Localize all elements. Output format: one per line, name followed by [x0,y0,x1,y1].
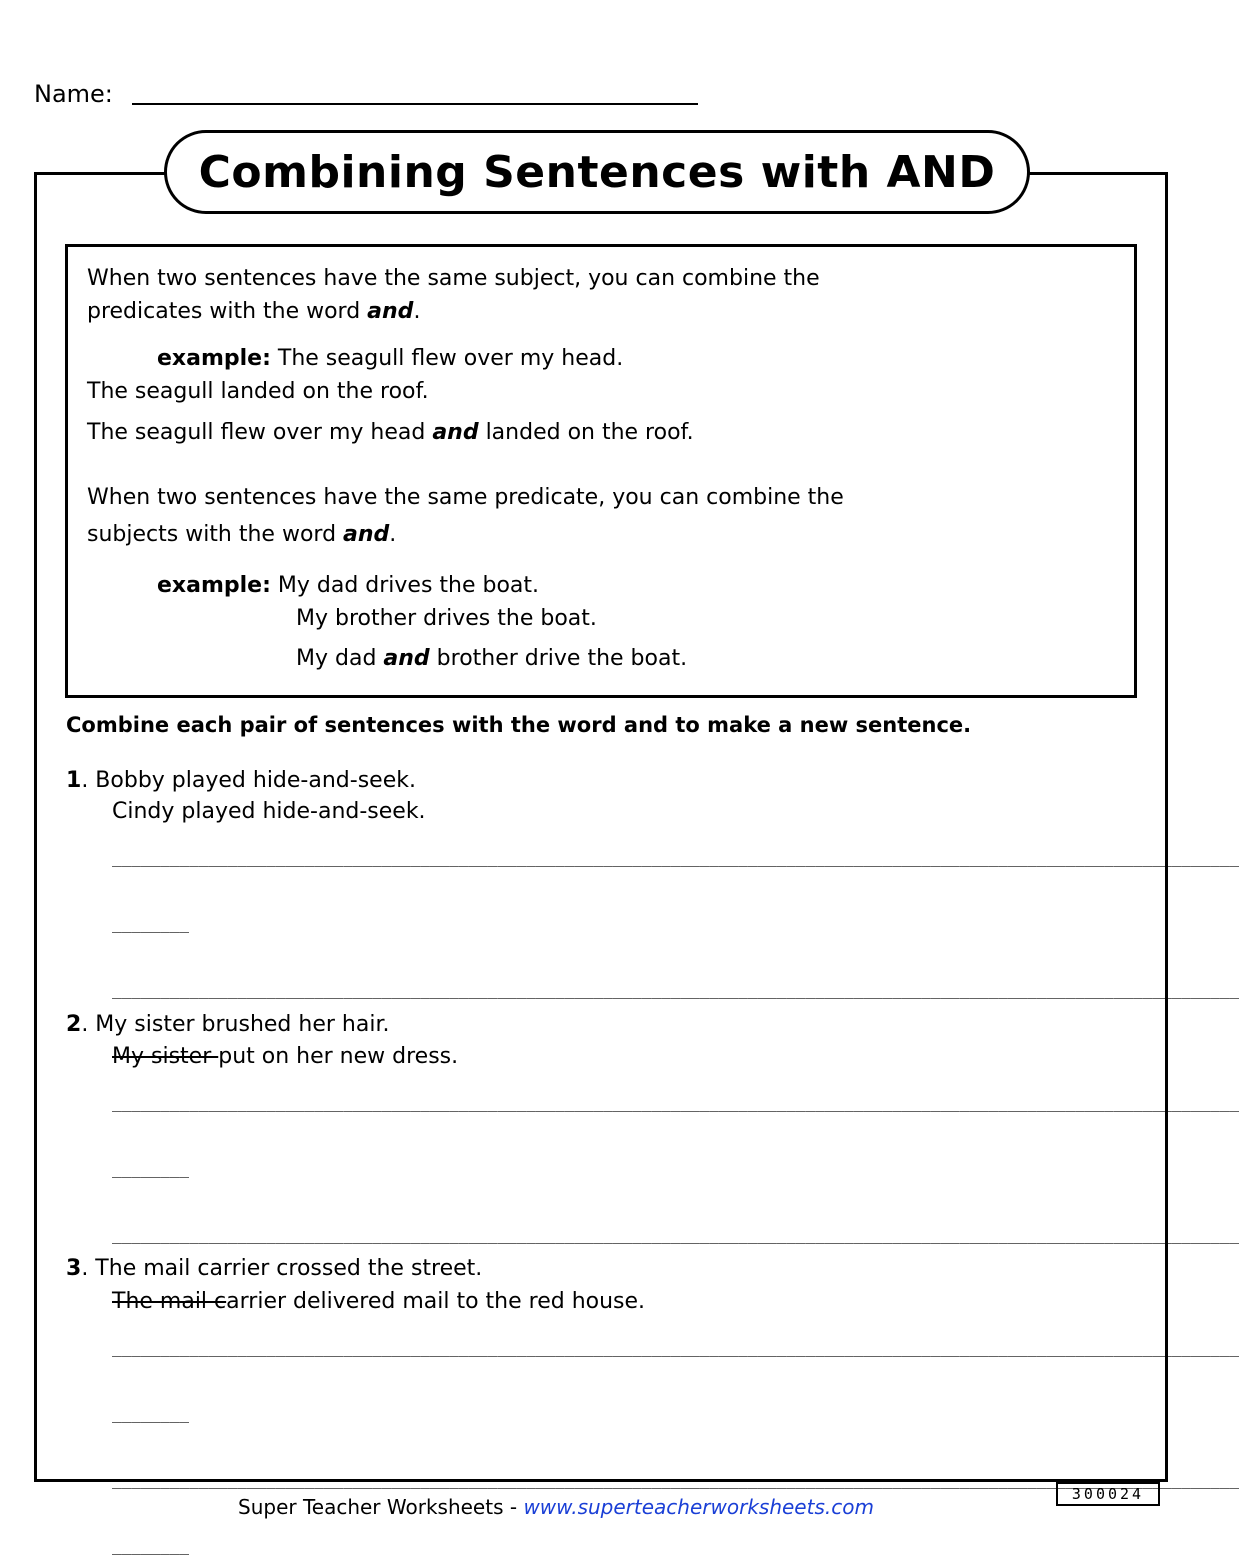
question-1-line-2: Cindy played hide-and-seek. [112,799,426,824]
rule-1-line-1: When two sentences have the same subject, you can combine the [87,266,820,291]
page-title: Combining Sentences with AND [198,146,996,198]
question-3-line-1: 3. The mail carrier crossed the street. [66,1256,483,1281]
question-1-line-1: 1. Bobby played hide-and-seek. [66,768,416,793]
answer-2-line-1[interactable]: _____________________________________________________________________________________________________________________ [112,1093,1239,1112]
answer-1-line-2[interactable]: ________ [112,914,190,933]
example-1-line-2: The seagull landed on the roof. [87,379,429,404]
example-1-line-1: example: The seagull flew over my head. [157,346,624,371]
question-2-line-1: 2. My sister brushed her hair. [66,1012,390,1037]
title-banner [164,130,1030,214]
answer-1-line-3[interactable]: _____________________________________________________________________________________________________________________ [112,980,1239,999]
example-1-line-3: The seagull flew over my head and landed on the roof. [87,420,694,445]
name-label: Name: [34,80,113,108]
answer-2-line-3[interactable]: _____________________________________________________________________________________________________________________ [112,1225,1239,1244]
footer-link[interactable]: www.superteacherworksheets.com [523,1495,874,1519]
footer-brand: Super Teacher Worksheets [238,1495,504,1519]
question-2-line-2: My sister put on her new dress. [112,1044,459,1069]
question-3-line-2: The mail carrier delivered mail to the red house. [112,1289,646,1314]
answer-3-line-2[interactable]: ________ [112,1404,190,1423]
answer-2-line-2[interactable]: ________ [112,1159,190,1178]
answer-3-line-3[interactable]: _____________________________________________________________________________________________________________________ [112,1470,1239,1489]
example-2-line-1: example: My dad drives the boat. [157,573,540,598]
answer-3-line-4[interactable]: ________ [112,1536,190,1555]
example-2-line-3: My dad and brother drive the boat. [296,646,688,671]
answer-1-line-1[interactable]: _____________________________________________________________________________________________________________________ [112,848,1239,867]
name-input-line[interactable] [132,103,698,105]
rule-1-line-2: predicates with the word and. [87,299,421,324]
footer: Super Teacher Worksheets - www.superteacherworksheets.com [238,1495,874,1519]
example-label: example: [157,573,271,598]
answer-3-line-1[interactable]: _____________________________________________________________________________________________________________________ [112,1338,1239,1357]
instructions: Combine each pair of sentences with the word and to make a new sentence. [66,713,972,737]
example-2-line-2: My brother drives the boat. [296,606,597,631]
rule-2-line-1: When two sentences have the same predicate, you can combine the [87,485,844,510]
worksheet-code: 300024 [1056,1482,1160,1506]
example-label: example: [157,346,271,371]
rule-2-line-2: subjects with the word and. [87,522,397,547]
